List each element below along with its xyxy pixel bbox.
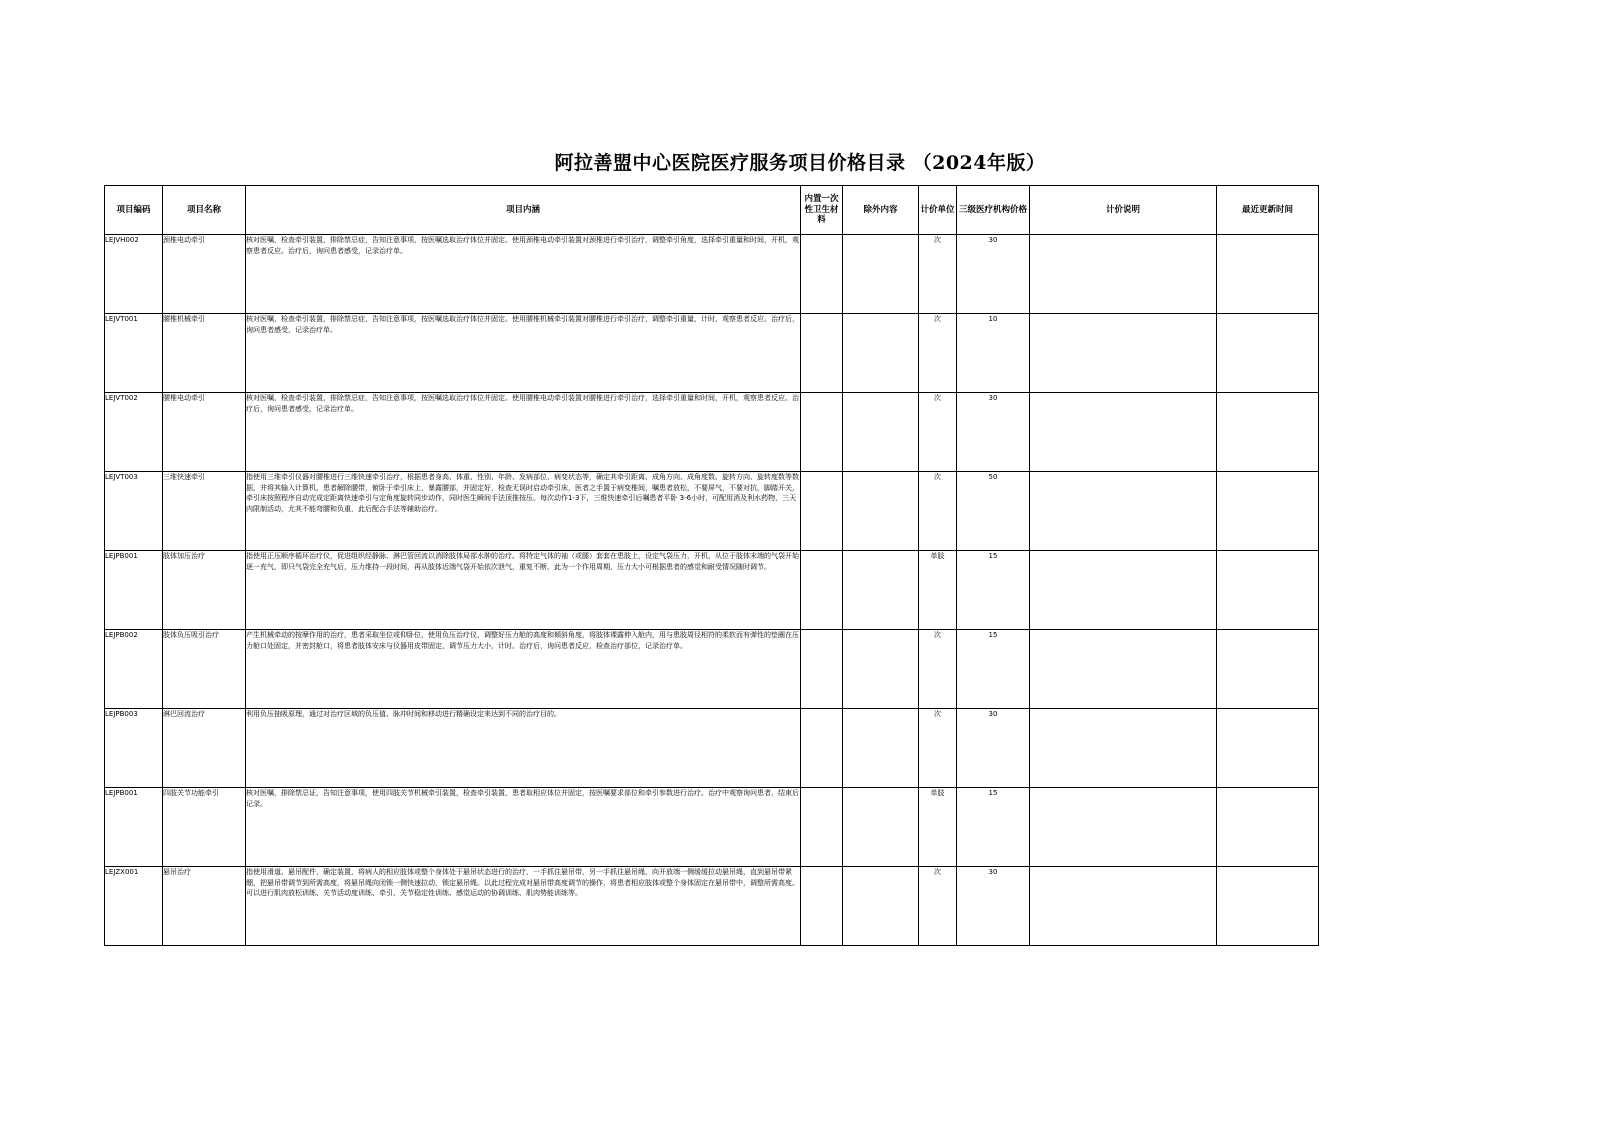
cell-code: LEJVT001 (105, 314, 163, 393)
cell-notes (1030, 867, 1217, 946)
cell-unit: 次 (919, 630, 957, 709)
cell-consumables (801, 472, 843, 551)
cell-exclusions (843, 788, 919, 867)
table-row (105, 867, 1319, 946)
header-updated: 最近更新时间 (1217, 186, 1319, 235)
table-row (105, 393, 1319, 472)
cell-price: 15 (957, 788, 1030, 867)
cell-consumables (801, 393, 843, 472)
cell-content: 指使用滑道、悬吊配件，确定装置，将病人的相应肢体或整个身体处于悬吊状态进行的治疗，一手抓住悬吊带，另一手抓住悬吊绳，向开放端一侧缓缓拉动悬吊绳，直到悬吊带紧绷，把悬吊带调节到所需高度，将悬吊绳向闭锁一侧快速拉动，锁定悬吊绳。以此过程完成对悬吊带高度调节的操作，将患者相应肢体或整个身体固定在悬吊带中，调整所需高度。可以进行肌肉放松训练、关节活动度训练、牵引、关节稳定性训练、感觉运动的协调训练、肌肉势能训练等。 (246, 867, 801, 946)
cell-code: LEJPB003 (105, 709, 163, 788)
cell-content: 核对医嘱，检查牵引装置，排除禁忌症，告知注意事项，按医嘱选取治疗体位并固定。使用腰椎机械牵引装置对腰椎进行牵引治疗，调整牵引重量，计时，观察患者反应。治疗后，询问患者感受，记录治疗单。 (246, 314, 801, 393)
cell-notes (1030, 314, 1217, 393)
cell-updated (1217, 314, 1319, 393)
cell-exclusions (843, 630, 919, 709)
cell-content: 核对医嘱，检查牵引装置，排除禁忌症，告知注意事项，按医嘱选取治疗体位并固定。使用腰椎电动牵引装置对腰椎进行牵引治疗，选择牵引重量和时间，开机，观察患者反应。治疗后，询问患者感受，记录治疗单。 (246, 393, 801, 472)
cell-content: 核对医嘱，检查牵引装置，排除禁忌症，告知注意事项，按医嘱选取治疗体位并固定。使用颈椎电动牵引装置对颈椎进行牵引治疗，调整牵引角度，选择牵引重量和时间，开机，观察患者反应。治疗后，询问患者感受，记录治疗单。 (246, 235, 801, 314)
header-exclusions: 除外内容 (843, 186, 919, 235)
cell-unit: 次 (919, 235, 957, 314)
cell-content: 指使用正压顺序循环治疗仪，促进组织经静脉、淋巴管回流以消除肢体局部水肿的治疗。将特定气体的袖（或腿）套套在患肢上，设定气袋压力，开机，从位于肢体末端的气袋开始逐一充气，即只气袋完全充气后，压力维持一段时间，再从肢体近端气袋开始依次泄气，重复不断。此为一个作用周期，压力大小可根据患者的感觉和耐受情况随时调节。 (246, 551, 801, 630)
cell-updated (1217, 867, 1319, 946)
price-table (104, 185, 1319, 946)
cell-content: 核对医嘱，排除禁忌证，告知注意事项，使用四肢关节机械牵引装置，检查牵引装置，患者取相应体位并固定，按医嘱要求部位和牵引参数进行治疗。治疗中观察询问患者，结束后记录。 (246, 788, 801, 867)
cell-content: 利用负压抽吸原理，通过对治疗区域的负压值、脉冲时间和移动进行精确设定来达到不同的治疗目的。 (246, 709, 801, 788)
cell-code: LEJVT003 (105, 472, 163, 551)
cell-price: 50 (957, 472, 1030, 551)
cell-consumables (801, 867, 843, 946)
cell-consumables (801, 709, 843, 788)
cell-price: 30 (957, 709, 1030, 788)
cell-price: 30 (957, 867, 1030, 946)
cell-exclusions (843, 867, 919, 946)
cell-unit: 单肢 (919, 788, 957, 867)
cell-code: LEJPB001 (105, 788, 163, 867)
cell-notes (1030, 235, 1217, 314)
cell-consumables (801, 551, 843, 630)
table-row (105, 235, 1319, 314)
header-code: 项目编码 (105, 186, 163, 235)
cell-notes (1030, 709, 1217, 788)
cell-notes (1030, 551, 1217, 630)
cell-unit: 单肢 (919, 551, 957, 630)
cell-name: 三维快速牵引 (163, 472, 246, 551)
cell-name: 腰椎电动牵引 (163, 393, 246, 472)
table-row (105, 551, 1319, 630)
table-row (105, 630, 1319, 709)
header-name: 项目名称 (163, 186, 246, 235)
cell-price: 15 (957, 630, 1030, 709)
cell-content: 产生机械牵动的按摩作用的治疗，患者采取坐位或仰卧位，使用负压治疗仪，调整好压力舱的高度和倾斜角度，将肢体裸露伸入舱内，用与患肢周径相符的柔软而有弹性的垫圈在压力舱口处固定，并密封舱口，将患者肢体安床与仪器用皮带固定，调节压力大小，计时。治疗后，询问患者反应，检查治疗部位，记录治疗单。 (246, 630, 801, 709)
cell-unit: 次 (919, 314, 957, 393)
cell-unit: 次 (919, 393, 957, 472)
cell-price: 30 (957, 235, 1030, 314)
cell-exclusions (843, 472, 919, 551)
cell-consumables (801, 314, 843, 393)
cell-unit: 次 (919, 867, 957, 946)
cell-updated (1217, 551, 1319, 630)
cell-updated (1217, 709, 1319, 788)
cell-updated (1217, 393, 1319, 472)
table-row (105, 472, 1319, 551)
cell-code: LEJVT002 (105, 393, 163, 472)
cell-price: 15 (957, 551, 1030, 630)
cell-updated (1217, 235, 1319, 314)
cell-exclusions (843, 235, 919, 314)
cell-notes (1030, 393, 1217, 472)
table-header-row (105, 186, 1319, 235)
table-row (105, 788, 1319, 867)
cell-notes (1030, 630, 1217, 709)
cell-exclusions (843, 393, 919, 472)
header-content: 项目内涵 (246, 186, 801, 235)
cell-notes (1030, 788, 1217, 867)
cell-consumables (801, 235, 843, 314)
header-consumables: 内置一次性卫生材料 (801, 186, 843, 235)
cell-name: 淋巴回流治疗 (163, 709, 246, 788)
cell-code: LEJZX001 (105, 867, 163, 946)
cell-name: 四肢关节功能牵引 (163, 788, 246, 867)
cell-updated (1217, 472, 1319, 551)
cell-name: 颈椎电动牵引 (163, 235, 246, 314)
header-unit: 计价单位 (919, 186, 957, 235)
cell-unit: 次 (919, 709, 957, 788)
header-notes: 计价说明 (1030, 186, 1217, 235)
cell-name: 肢体加压治疗 (163, 551, 246, 630)
cell-name: 腰椎机械牵引 (163, 314, 246, 393)
cell-notes (1030, 472, 1217, 551)
cell-consumables (801, 630, 843, 709)
table-row (105, 314, 1319, 393)
cell-price: 30 (957, 393, 1030, 472)
cell-name: 悬吊治疗 (163, 867, 246, 946)
document-title: 阿拉善盟中心医院医疗服务项目价格目录 （2024年版） (554, 152, 1046, 174)
cell-updated (1217, 630, 1319, 709)
cell-code: LEJPB001 (105, 551, 163, 630)
cell-updated (1217, 788, 1319, 867)
cell-content: 指使用三维牵引仪器对腰椎进行三维快速牵引治疗，根据患者身高、体重、性别、年龄、发病部位、病变状态等，确定其牵引距离、成角方向、成角度数、旋转方向、旋转度数等数据，并将其输入计算机，患者解除腰带，俯卧于牵引床上，暴露腰部，并固定好，检查无误时启动牵引床，医者之手置于病变椎间，嘱患者放松，不要屏气，不要对抗，脚踏开关，牵引床按照程序自动完成定距离快速牵引与定角度旋转同步动作，同时医生瞬间手法顶推按压。每次动作1-3下，三维快速牵引后嘱患者平卧 3-6小时，可配用消及利水药物，三天内限制活动，尤其不能弯腰和负重，此后配合手法等辅助治疗。 (246, 472, 801, 551)
cell-price: 10 (957, 314, 1030, 393)
table-row (105, 709, 1319, 788)
cell-unit: 次 (919, 472, 957, 551)
cell-code: LEJPB002 (105, 630, 163, 709)
cell-consumables (801, 788, 843, 867)
cell-code: LEJVH002 (105, 235, 163, 314)
cell-exclusions (843, 709, 919, 788)
cell-exclusions (843, 314, 919, 393)
header-price: 三级医疗机构价格 (957, 186, 1030, 235)
cell-name: 肢体负压吸引治疗 (163, 630, 246, 709)
cell-exclusions (843, 551, 919, 630)
